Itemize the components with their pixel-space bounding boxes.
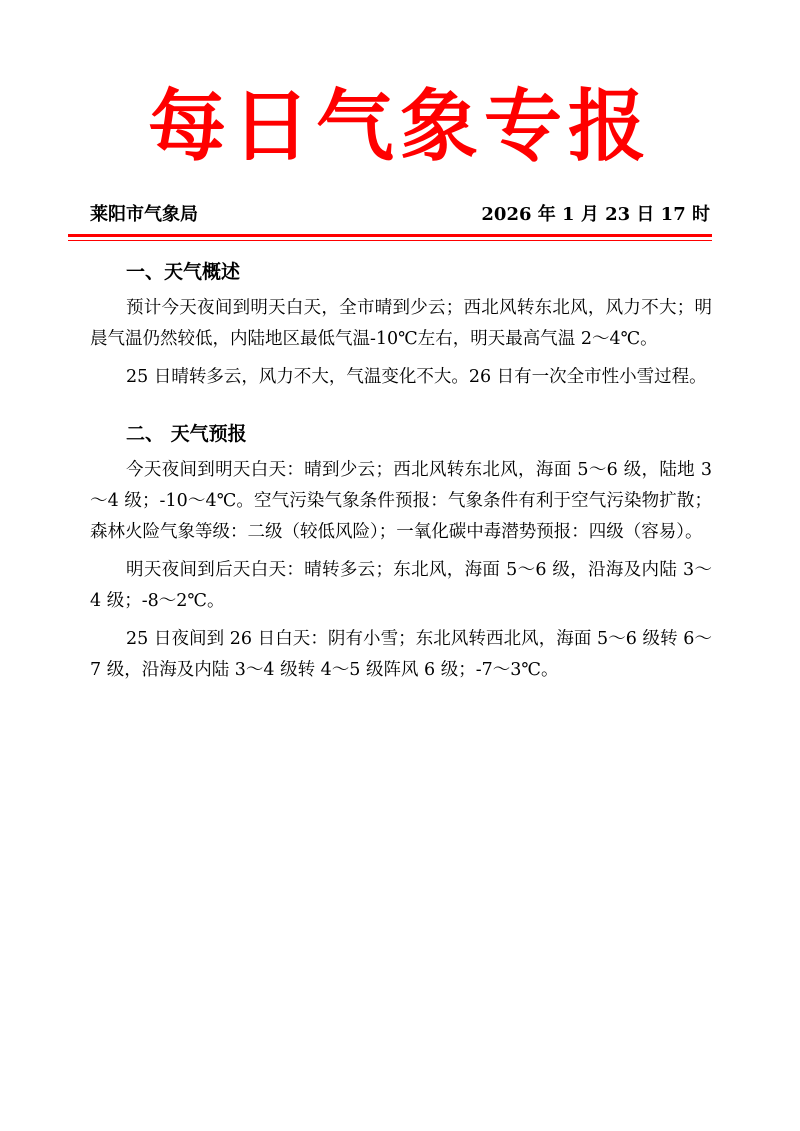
header-divider-thin: [68, 240, 712, 241]
bulletin-meta: [90, 202, 710, 228]
section-heading: 一、天气概述: [126, 261, 241, 283]
paragraph: 25 日晴转多云，风力不大，气温变化不大。26 日有一次全市性小雪过程。: [126, 367, 707, 387]
section-heading: 二、 天气预报: [126, 423, 247, 445]
agency-name: 莱阳市气象局: [90, 204, 198, 225]
paragraph: 预计今天夜间到明天白天，全市晴到少云；西北风转东北风，风力不大；明晨气温仍然较低，内陆地区最低气温-10℃左右，明天最高气温 2～4℃。: [90, 298, 712, 349]
issue-datetime: 2026 年 1 月 23 日 17 时: [481, 204, 710, 225]
paragraph: 今天夜间到明天白天：晴到少云；西北风转东北风，海面 5～6 级，陆地 3～4 级；-10～4℃。空气污染气象条件预报：气象条件有利于空气污染物扩散；森林火险气象等级：二级（较低风险）；一氧化碳中毒潜势预报：四级（容易）。: [90, 460, 712, 542]
bulletin-title: 每日气象专报: [147, 81, 652, 172]
paragraph: 明天夜间到后天白天：晴转多云；东北风，海面 5～6 级，沿海及内陆 3～4 级；-8～2℃。: [90, 560, 712, 611]
bulletin-body: [90, 257, 712, 693]
paragraph: 25 日夜间到 26 日白天：阴有小雪；东北风转西北风，海面 5～6 级转 6～7 级，沿海及内陆 3～4 级转 4～5 级阵风 6 级；-7～3℃。: [90, 629, 712, 680]
header-divider-thick: [68, 234, 712, 237]
section-forecast: [90, 419, 712, 686]
section-overview: [90, 257, 712, 393]
